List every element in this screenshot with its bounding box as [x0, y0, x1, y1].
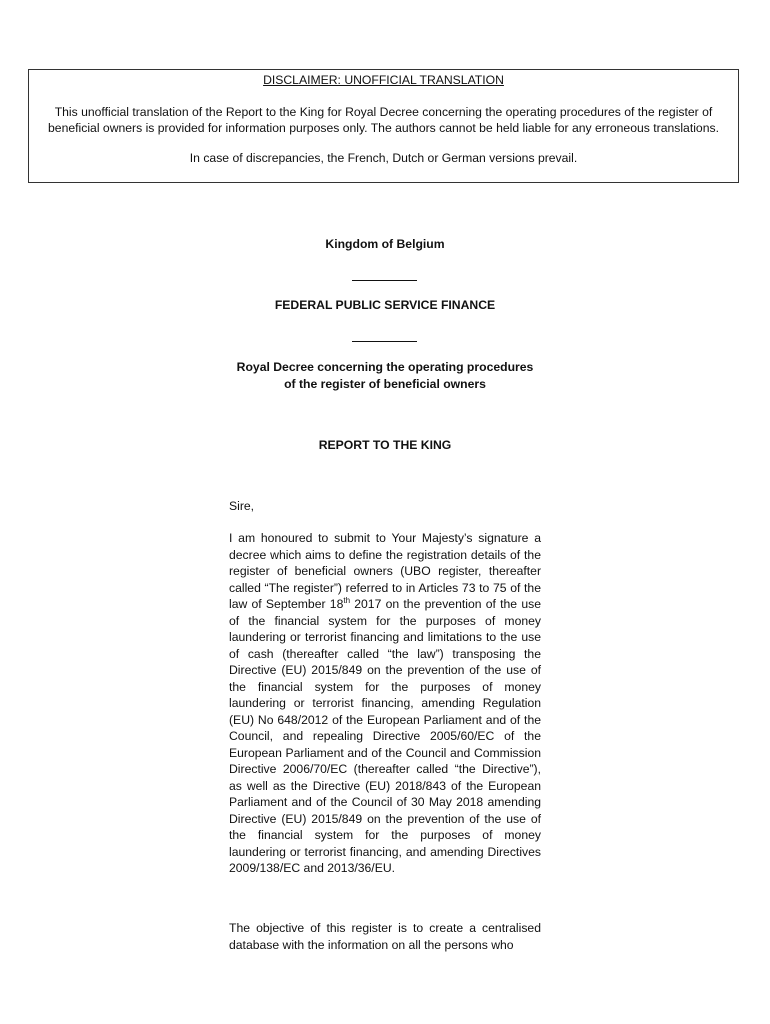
divider-rule: [352, 280, 417, 281]
country-heading: Kingdom of Belgium: [325, 237, 445, 251]
disclaimer-body: This unofficial translation of the Report to the King for Royal Decree concerning the operating procedures of the register of beneficial owners is provided for information purposes only. The authors cannot be held liable for any erroneous translations.: [48, 104, 719, 135]
divider-rule: [352, 341, 417, 342]
decree-title-line1: Royal Decree concerning the operating procedures: [236, 360, 534, 374]
disclaimer-title: DISCLAIMER: UNOFFICIAL TRANSLATION: [263, 73, 504, 87]
paragraph-1-text-a: I am honoured to submit to Your Majesty’s signature a decree which aims to define the registration details of the register of beneficial owners (UBO register, thereafter called “The register”) referred to in Articles 73 to 75 of the law of September 18: [229, 531, 541, 611]
disclaimer-note: In case of discrepancies, the French, Dutch or German versions prevail.: [189, 150, 578, 165]
paragraph-1: [229, 530, 541, 877]
disclaimer-box: [28, 69, 739, 183]
ordinal-suffix: th: [343, 596, 351, 605]
paragraph-1-text-b: 2017 on the prevention of the use of the financial system for the purposes of money laundering or terrorist financing and limitations to the use of cash (thereafter called “the law”) transposing the Directive (EU) 2015/849 on the prevention of the use of the financial system for the purposes of money laundering or terrorist financing, amending Regulation (EU) No 648/2012 of the European Parliament and of the Council, and repealing Directive 2005/60/EC of the European Parliament and of the Council and Commission Directive 2006/70/EC (thereafter called “the Directive”), as well as the Directive (EU) 2018/843 of the European Parliament and of the Council of 30 May 2018 amending Directive (EU) 2015/849 on the prevention of the use of the financial system for the purposes of money laundering or terrorist financing, and amending Directives 2009/138/EC and 2013/36/EU.: [229, 597, 541, 875]
paragraph-2: The objective of this register is to create a centralised database with the information on all the persons who: [229, 921, 541, 952]
report-title: REPORT TO THE KING: [318, 438, 452, 452]
service-heading: FEDERAL PUBLIC SERVICE FINANCE: [274, 298, 496, 312]
decree-title-line2: of the register of beneficial owners: [284, 377, 486, 391]
salutation: Sire,: [229, 499, 255, 513]
